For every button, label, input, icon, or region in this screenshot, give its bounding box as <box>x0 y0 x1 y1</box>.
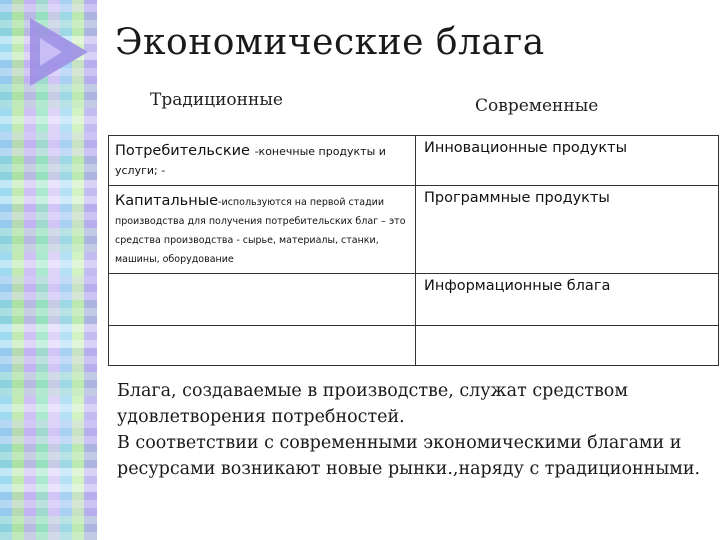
table-cell-right: Информационные блага <box>416 274 719 326</box>
column-header-modern: Современные <box>475 96 599 116</box>
paragraph: В соответствии с современными экономическими благами и ресурсами возникают новые рынки.,наряду с традиционными. <box>117 433 701 479</box>
table-row <box>109 136 719 186</box>
table-cell-left <box>109 136 416 186</box>
table-row <box>109 274 719 326</box>
decorative-triangle-highlight <box>40 38 62 66</box>
column-header-traditional: Традиционные <box>150 90 283 110</box>
table-cell-left <box>109 274 416 326</box>
cell-description: -конечные продукты и услуги; - <box>115 145 386 177</box>
body-text <box>117 378 707 482</box>
table-cell-right <box>416 326 719 366</box>
cell-term: Потребительские <box>115 143 255 159</box>
paragraph: Блага, создаваемые в производстве, служат средством удовлетворения потребностей. <box>117 381 628 427</box>
cell-description: -используются на первой стадии производства для получения потребительских благ – это средства производства - сырье, материалы, станки, машины, оборудование <box>115 197 406 265</box>
cell-term: Капитальные <box>115 193 219 209</box>
table-cell-left <box>109 186 416 274</box>
table-row <box>109 326 719 366</box>
table-row <box>109 186 719 274</box>
table-cell-left <box>109 326 416 366</box>
table-cell-right: Инновационные продукты <box>416 136 719 186</box>
table-cell-right: Программные продукты <box>416 186 719 274</box>
goods-table <box>108 135 719 366</box>
slide-title: Экономические блага <box>115 22 545 63</box>
